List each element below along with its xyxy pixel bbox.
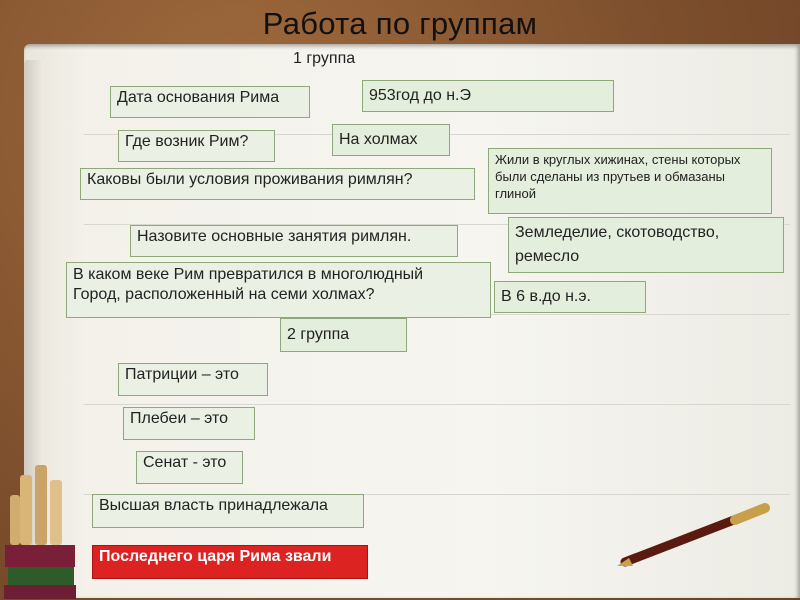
- answer-where-rome: На холмах: [332, 124, 450, 156]
- question-last-king: Последнего царя Рима звали: [92, 545, 368, 579]
- group-1-label: 1 группа: [293, 50, 356, 67]
- question-century-line1: В каком веке Рим превратился в многолюдный: [73, 266, 424, 283]
- question-patricians: Патриции – это: [118, 363, 268, 396]
- answer-founding-date: 953год до н.Э: [362, 80, 614, 112]
- question-where-rome: Где возник Рим?: [118, 130, 275, 162]
- answer-century: В 6 в.до н.э.: [494, 281, 646, 313]
- page-line: [84, 404, 790, 405]
- scrolls-and-books-illustration: [0, 455, 80, 600]
- fountain-pen-illustration: [615, 500, 775, 570]
- answer-living-conditions: Жили в круглых хижинах, стены которых были сделаны из прутьев и обмазаны глиной: [488, 148, 772, 214]
- question-occupations: Назовите основные занятия римлян.: [130, 225, 458, 257]
- question-century: [66, 262, 491, 318]
- question-plebeians: Плебеи – это: [123, 407, 255, 440]
- group-2-label: 2 группа: [280, 318, 407, 352]
- title-bar: [0, 0, 800, 48]
- page-title: Работа по группам: [262, 6, 538, 41]
- question-founding-date: Дата основания Рима: [110, 86, 310, 118]
- question-living-conditions: Каковы были условия проживания римлян?: [80, 168, 475, 200]
- answer-occupations: Земледелие, скотоводство, ремесло: [508, 217, 784, 273]
- question-supreme-power: Высшая власть принадлежала: [92, 494, 364, 528]
- question-century-line2: Город, расположенный на семи холмах?: [73, 286, 375, 303]
- question-senate: Сенат - это: [136, 451, 243, 484]
